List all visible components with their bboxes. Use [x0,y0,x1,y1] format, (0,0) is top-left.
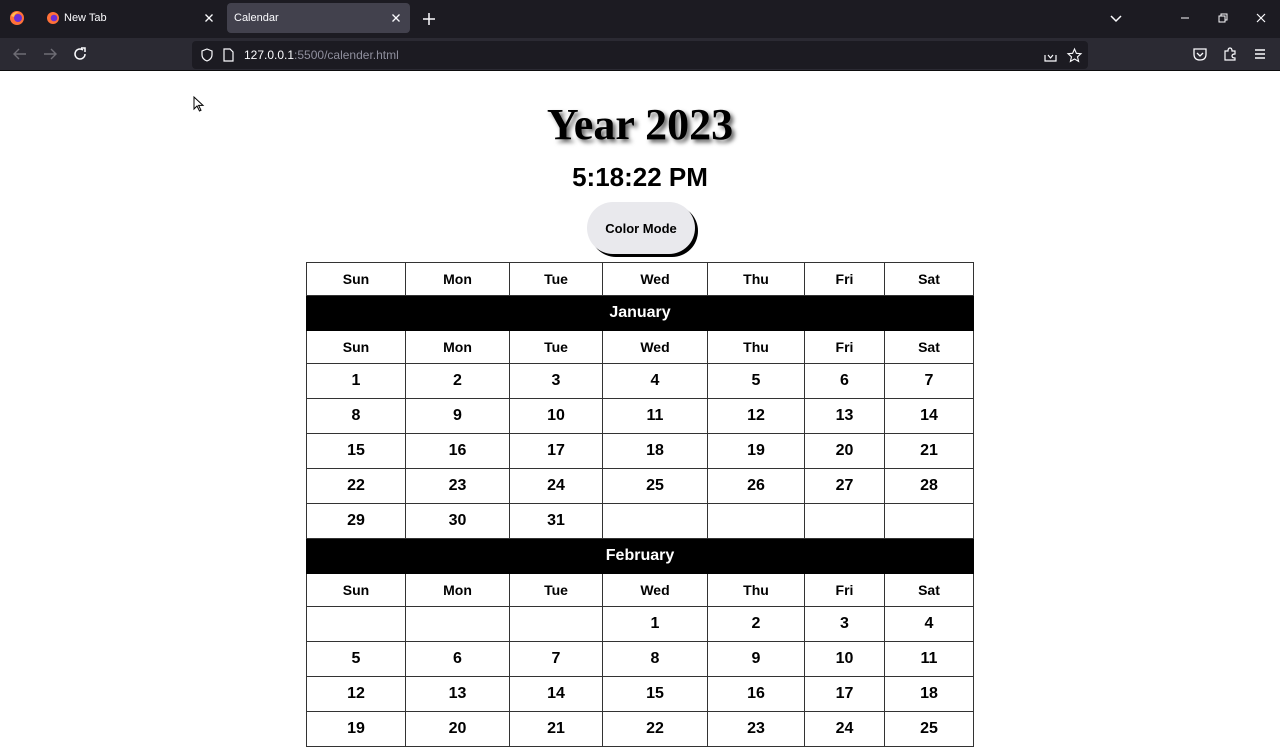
day-cell: 10 [510,399,603,434]
url-bar[interactable] [192,41,1088,69]
day-cell: 19 [307,712,406,747]
minimize-window-icon[interactable] [1177,10,1193,26]
day-cell: 5 [708,364,805,399]
weekday-header: Sun [307,263,406,296]
day-cell: 19 [708,434,805,469]
month-name: January [307,296,974,331]
week-row [307,677,974,712]
weekday-label: Thu [708,331,805,364]
day-cell: 17 [510,434,603,469]
weekday-row [307,331,974,364]
day-cell: 11 [885,642,974,677]
day-cell: 23 [708,712,805,747]
day-cell: 9 [406,399,510,434]
extensions-puzzle-icon[interactable] [1222,46,1238,62]
weekday-label: Sat [885,331,974,364]
day-cell: 1 [307,364,406,399]
day-cell: 4 [603,364,708,399]
day-cell: 20 [805,434,885,469]
new-tab-plus-icon[interactable] [420,10,438,28]
weekday-label: Wed [603,574,708,607]
day-cell: 24 [805,712,885,747]
close-tab-icon[interactable] [388,10,404,26]
day-cell: 25 [603,469,708,504]
back-arrow-icon[interactable] [12,46,28,62]
day-cell: 8 [307,399,406,434]
browser-nav-bar [0,38,1280,71]
day-cell: 3 [510,364,603,399]
firefox-favicon-icon [46,11,60,25]
url-host: 127.0.0.1 [244,48,295,62]
reload-icon[interactable] [72,46,88,62]
day-cell: 26 [708,469,805,504]
day-cell: 31 [510,504,603,539]
forward-arrow-icon[interactable] [42,46,58,62]
day-cell: 7 [510,642,603,677]
weekday-header: Sat [885,263,974,296]
day-cell: 20 [406,712,510,747]
week-row [307,607,974,642]
weekday-header: Fri [805,263,885,296]
day-cell: 12 [307,677,406,712]
day-cell: 16 [708,677,805,712]
weekday-header: Wed [603,263,708,296]
day-cell: 13 [406,677,510,712]
day-cell: 3 [805,607,885,642]
empty-day-cell [603,504,708,539]
day-cell: 16 [406,434,510,469]
weekday-label: Thu [708,574,805,607]
day-cell: 29 [307,504,406,539]
tracking-protection-shield-icon[interactable] [200,48,214,62]
weekday-header: Thu [708,263,805,296]
day-cell: 25 [885,712,974,747]
empty-day-cell [805,504,885,539]
month-name: February [307,539,974,574]
week-row [307,399,974,434]
week-row [307,642,974,677]
week-row [307,469,974,504]
weekday-label: Sat [885,574,974,607]
hamburger-menu-icon[interactable] [1252,46,1268,62]
empty-day-cell [307,607,406,642]
tab-label: Calendar [234,12,279,24]
empty-day-cell [885,504,974,539]
tab-label: New Tab [64,12,107,24]
day-cell: 21 [885,434,974,469]
weekday-label: Sun [307,574,406,607]
firefox-menu-icon[interactable] [9,10,25,26]
day-cell: 12 [708,399,805,434]
day-cell: 10 [805,642,885,677]
day-cell: 5 [307,642,406,677]
month-header-row [307,539,974,574]
day-cell: 22 [307,469,406,504]
day-cell: 2 [708,607,805,642]
mouse-pointer-icon [193,96,205,112]
url-path: :5500/calender.html [294,48,399,62]
day-cell: 8 [603,642,708,677]
day-cell: 15 [603,677,708,712]
day-cell: 15 [307,434,406,469]
day-cell: 14 [510,677,603,712]
empty-day-cell [708,504,805,539]
tab-new-tab[interactable] [37,3,223,33]
bookmark-star-icon[interactable] [1067,48,1082,63]
day-cell: 24 [510,469,603,504]
day-cell: 7 [885,364,974,399]
calendar-table [306,262,974,747]
weekday-label: Tue [510,331,603,364]
day-cell: 22 [603,712,708,747]
week-row [307,712,974,747]
weekday-label: Sun [307,331,406,364]
close-tab-icon[interactable] [201,10,217,26]
pocket-icon[interactable] [1192,46,1208,62]
weekday-label: Wed [603,331,708,364]
day-cell: 9 [708,642,805,677]
color-mode-button[interactable]: Color Mode [587,202,695,254]
empty-day-cell [406,607,510,642]
day-cell: 2 [406,364,510,399]
weekday-header: Tue [510,263,603,296]
page-info-icon[interactable] [222,48,235,62]
weekday-header-row [307,263,974,296]
day-cell: 11 [603,399,708,434]
day-cell: 14 [885,399,974,434]
weekday-row [307,574,974,607]
weekday-label: Mon [406,574,510,607]
weekday-label: Tue [510,574,603,607]
day-cell: 1 [603,607,708,642]
weekday-label: Fri [805,574,885,607]
clock-display: 5:18:22 PM [572,162,708,192]
browser-tab-bar [0,0,1280,38]
day-cell: 27 [805,469,885,504]
tab-calendar[interactable] [227,3,410,33]
day-cell: 4 [885,607,974,642]
empty-day-cell [510,607,603,642]
close-window-icon[interactable] [1253,10,1269,26]
day-cell: 18 [603,434,708,469]
day-cell: 6 [805,364,885,399]
restore-window-icon[interactable] [1215,10,1231,26]
day-cell: 30 [406,504,510,539]
page-content [0,71,1280,737]
week-row [307,364,974,399]
url-text[interactable] [244,48,399,62]
weekday-header: Mon [406,263,510,296]
day-cell: 17 [805,677,885,712]
day-cell: 23 [406,469,510,504]
week-row [307,504,974,539]
day-cell: 6 [406,642,510,677]
week-row [307,434,974,469]
page-title: Year 2023 [546,100,734,149]
day-cell: 13 [805,399,885,434]
month-header-row [307,296,974,331]
save-to-pocket-download-icon[interactable] [1043,48,1058,63]
list-all-tabs-chevron-icon[interactable] [1108,10,1124,26]
weekday-label: Fri [805,331,885,364]
day-cell: 21 [510,712,603,747]
day-cell: 28 [885,469,974,504]
day-cell: 18 [885,677,974,712]
weekday-label: Mon [406,331,510,364]
